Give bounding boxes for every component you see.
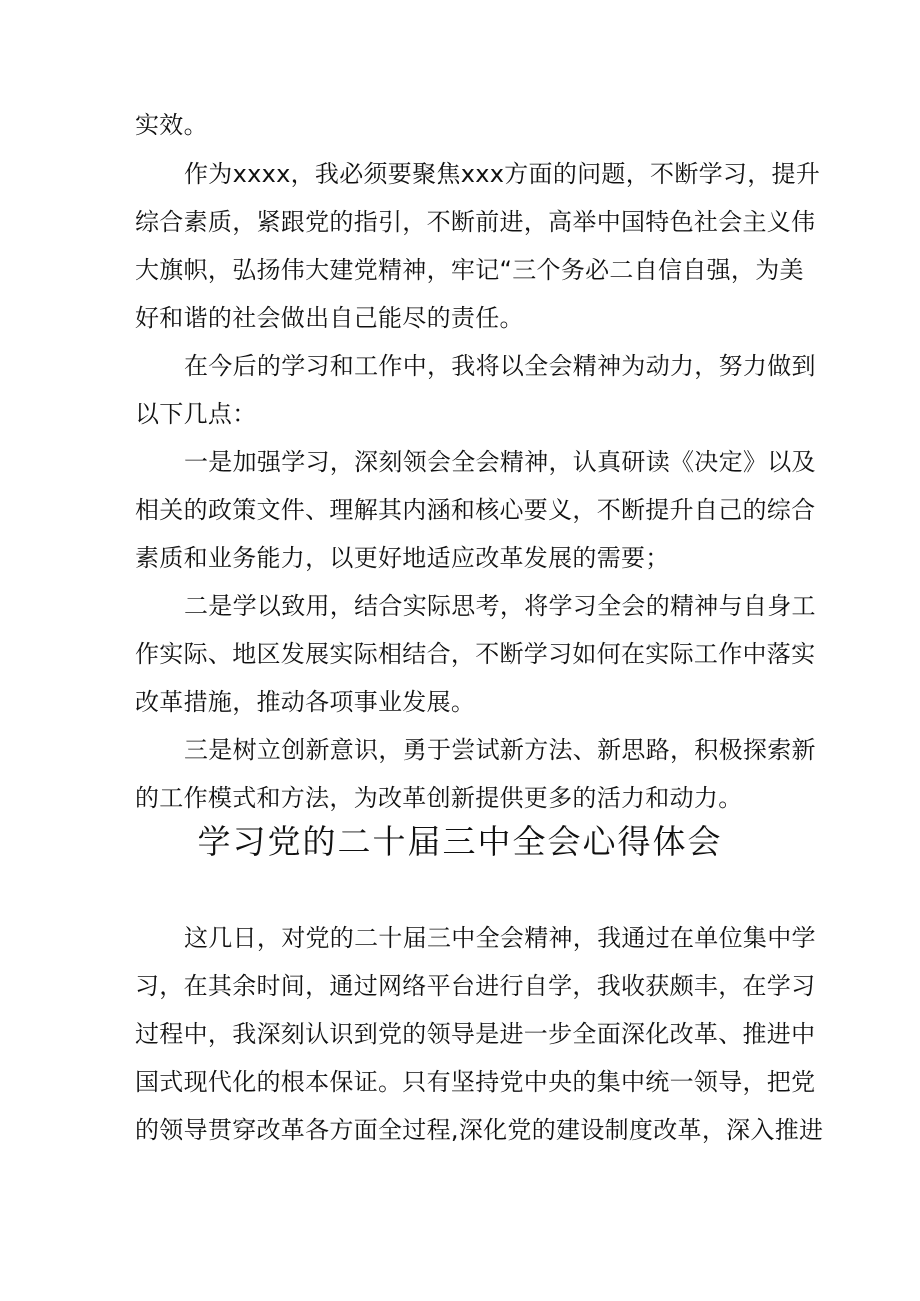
- paragraph-first-line: 二是学以致用，结合实际思考，将学习全会的精神与自身工: [184, 592, 816, 620]
- text-line: 的领导贯穿改革各方面全过程,深化党的建设制度改革，深入推进: [135, 1116, 824, 1144]
- paragraph-first-line: 一是加强学习，深刻领会全会精神，认真研读《决定》以及: [184, 448, 816, 476]
- text-line: 实效。: [135, 111, 208, 139]
- text-line: 相关的政策文件、理解其内涵和核心要义，不断提升自己的综合: [135, 496, 816, 524]
- text-line: 国式现代化的根本保证。只有坚持党中央的集中统一领导，把党: [135, 1068, 816, 1096]
- document-title: 学习党的二十届三中全会心得体会: [197, 822, 723, 861]
- text-line: 作实际、地区发展实际相结合，不断学习如何在实际工作中落实: [135, 640, 816, 668]
- paragraph-first-line: 在今后的学习和工作中，我将以全会精神为动力，努力做到: [184, 352, 816, 380]
- text-line: 的工作模式和方法，为改革创新提供更多的活力和动力。: [135, 784, 743, 812]
- text-line: 以下几点：: [135, 400, 257, 428]
- paragraph-first-line: 这几日，对党的二十届三中全会精神，我通过在单位集中学: [184, 924, 816, 952]
- text-line: 综合素质，紧跟党的指引，不断前进，高举中国特色社会主义伟: [135, 208, 816, 236]
- paragraph-first-line: 作为xxxx，我必须要聚焦xxx方面的问题，不断学习，提升: [184, 160, 821, 188]
- text-line: 好和谐的社会做出自己能尽的责任。: [135, 304, 524, 332]
- text-line: 过程中，我深刻认识到党的领导是进一步全面深化改革、推进中: [135, 1020, 816, 1048]
- paragraph-first-line: 三是树立创新意识，勇于尝试新方法、新思路，积极探索新: [184, 736, 816, 764]
- text-line: 素质和业务能力，以更好地适应改革发展的需要；: [135, 544, 670, 572]
- text-line: 大旗帜，弘扬伟大建党精神，牢记“三个务必二自信自强，为美: [135, 256, 804, 284]
- text-line: 习，在其余时间，通过网络平台进行自学，我收获颇丰，在学习: [135, 972, 816, 1000]
- text-line: 改革措施，推动各项事业发展。: [135, 688, 476, 716]
